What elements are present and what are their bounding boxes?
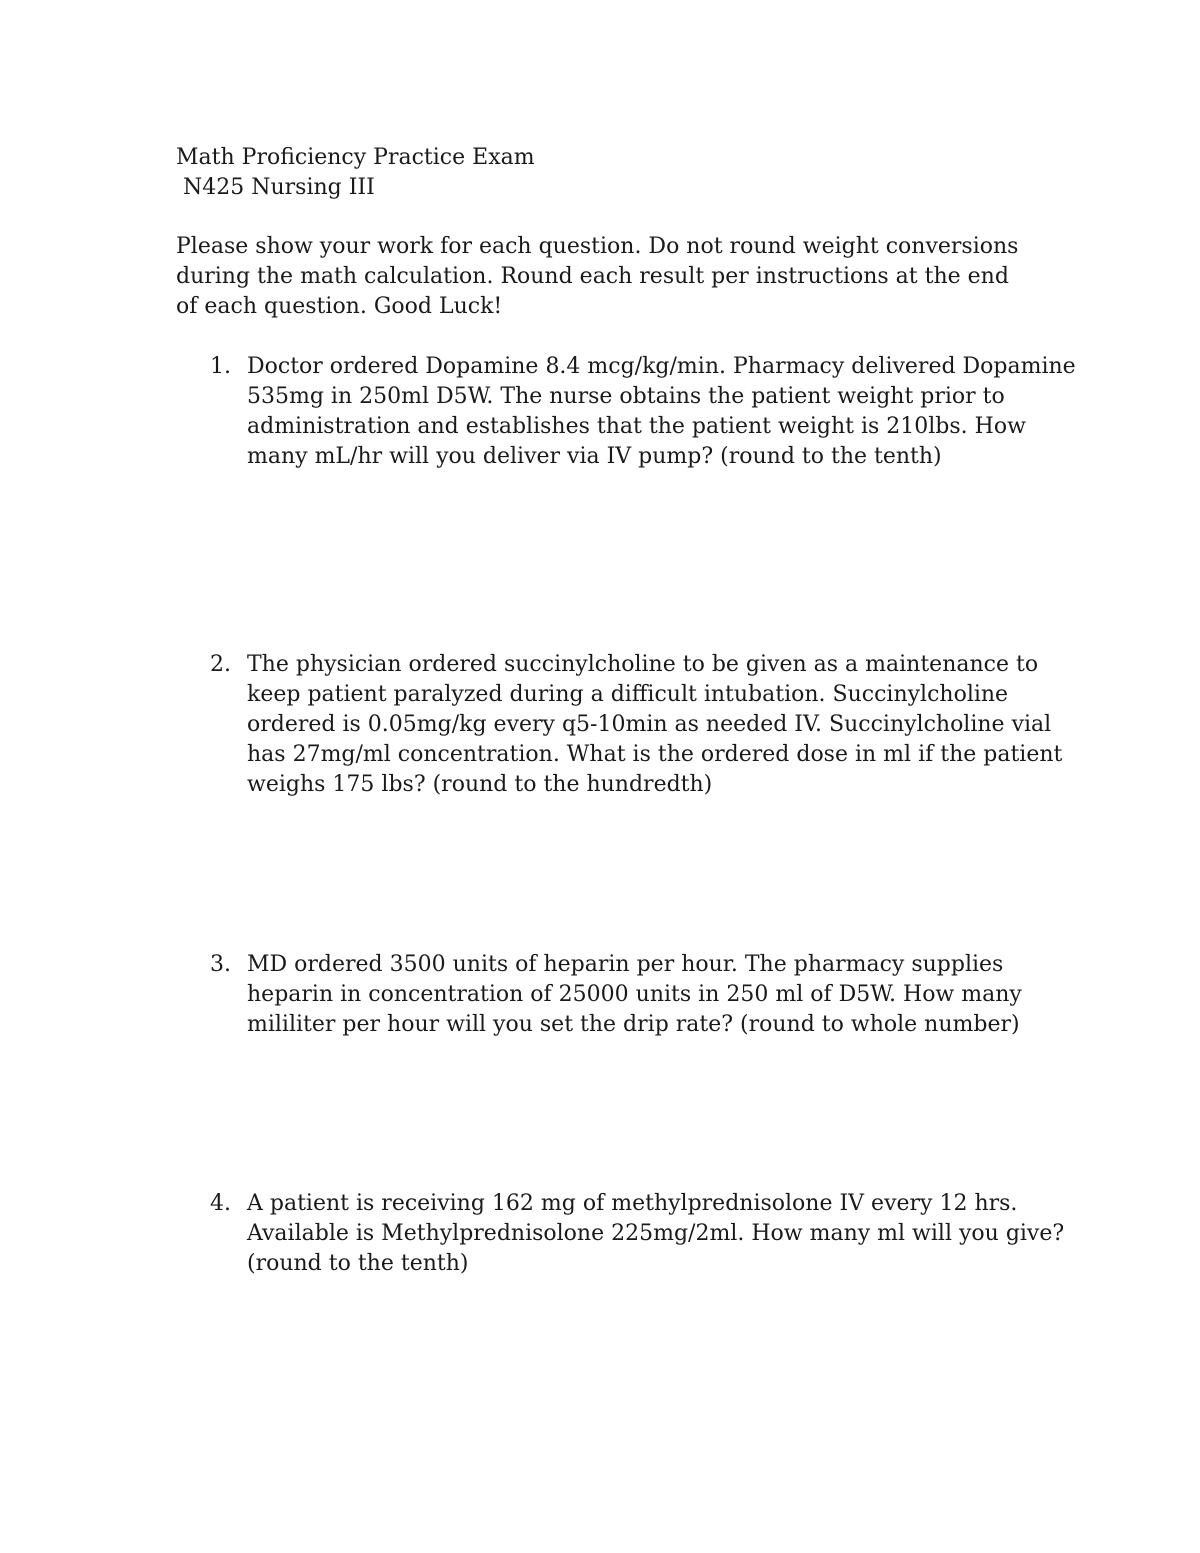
- question-number: 2.: [210, 652, 231, 677]
- question-number: 3.: [210, 952, 231, 977]
- question-text: MD ordered 3500 units of heparin per hour. The pharmacy supplies heparin in concentration of 25000 units in 250 ml of D5W. How many mililiter per hour will you set the drip rate? (round to whole number): [247, 952, 1022, 1037]
- course-name: N425 Nursing III: [176, 175, 375, 200]
- question-text: A patient is receiving 162 mg of methylprednisolone IV every 12 hrs. Available is Methylprednisolone 225mg/2ml. How many ml will you give? (round to the tenth): [247, 1191, 1065, 1276]
- exam-title: Math Proficiency Practice Exam: [176, 145, 535, 170]
- question-text: The physician ordered succinylcholine to be given as a maintenance to keep patient paralyzed during a difficult intubation. Succinylcholine ordered is 0.05mg/kg every q5-10min as needed IV. Succinylcholine vial has 27mg/ml concentration. What is the ordered dose in ml if the patient weighs 175 lbs? (round to the hundredth): [247, 652, 1063, 797]
- question-text: Doctor ordered Dopamine 8.4 mcg/kg/min. Pharmacy delivered Dopamine 535mg in 250ml D5W. The nurse obtains the patient weight prior to administration and establishes that the patient weight is 210lbs. How many mL/hr will you deliver via IV pump? (round to the tenth): [247, 354, 1076, 469]
- question-number: 4.: [210, 1191, 231, 1216]
- question-number: 1.: [210, 354, 231, 379]
- instructions-paragraph: Please show your work for each question. Do not round weight conversions during the math calculation. Round each result per instructions at the end of each question. Good Luck!: [176, 234, 1019, 319]
